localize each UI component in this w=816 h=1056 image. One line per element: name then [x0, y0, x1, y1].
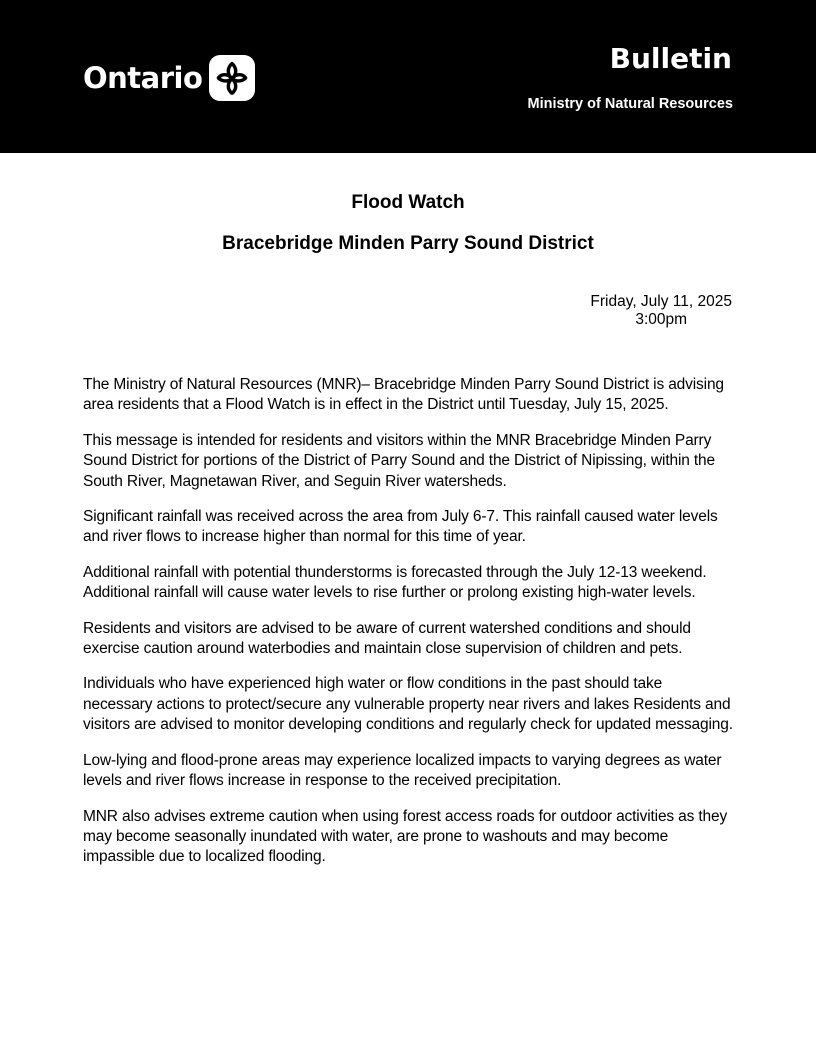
dateline — [590, 293, 732, 329]
issue-date: Friday, July 11, 2025 — [590, 293, 732, 310]
body-paragraph: MNR also advises extreme caution when using forest access roads for outdoor activities as they may become seasonally inundated with water, are prone to washouts and may become impassible due to localized flooding. — [83, 807, 728, 866]
body-paragraph: Residents and visitors are advised to be aware of current watershed conditions and should exercise caution around waterbodies and maintain close supervision of children and pets. — [83, 619, 691, 658]
body-paragraph: The Ministry of Natural Resources (MNR)– Bracebridge Minden Parry Sound District is advising area residents that a Flood Watch is in effect in the District until Tuesday, July 15, 2025. — [83, 376, 724, 414]
body-paragraph: Significant rainfall was received across the area from July 6-7. This rainfall caused water levels and river flows to increase higher than normal for this time of year. — [83, 508, 718, 546]
ontario-trillium-icon — [209, 55, 255, 101]
document-type-heading: Bulletin — [609, 42, 732, 75]
ministry-name: Ministry of Natural Resources — [527, 96, 733, 112]
body-paragraph: This message is intended for residents and visitors within the MNR Bracebridge Minden Parry Sound District for portions of the District of Parry Sound and the District of Nipissing, within the South River, Magnetawan River, and Seguin River watersheds. — [83, 431, 715, 490]
issue-time: 3:00pm — [635, 311, 688, 328]
trillium-graphic — [213, 59, 251, 97]
body-paragraph: Individuals who have experienced high water or flow conditions in the past should take necessary actions to protect/secure any vulnerable property near rivers and lakes Residents and visitors are advised to monitor developing conditions and regularly check for updated messaging. — [83, 675, 733, 734]
body-paragraph: Low-lying and flood-prone areas may experience localized impacts to varying degrees as water levels and river flows increase in response to the received precipitation. — [83, 751, 722, 790]
logo-wordmark: Ontario — [83, 61, 203, 95]
header-banner — [0, 0, 816, 153]
ontario-logo — [83, 54, 255, 102]
body-paragraph: Additional rainfall with potential thunderstorms is forecasted through the July 12-13 weekend. Additional rainfall will cause water levels to rise further or prolong existing high-water levels. — [83, 563, 707, 602]
bulletin-subtitle: Bracebridge Minden Parry Sound District — [222, 233, 594, 254]
bulletin-body — [83, 375, 733, 883]
bulletin-title: Flood Watch — [351, 192, 465, 213]
